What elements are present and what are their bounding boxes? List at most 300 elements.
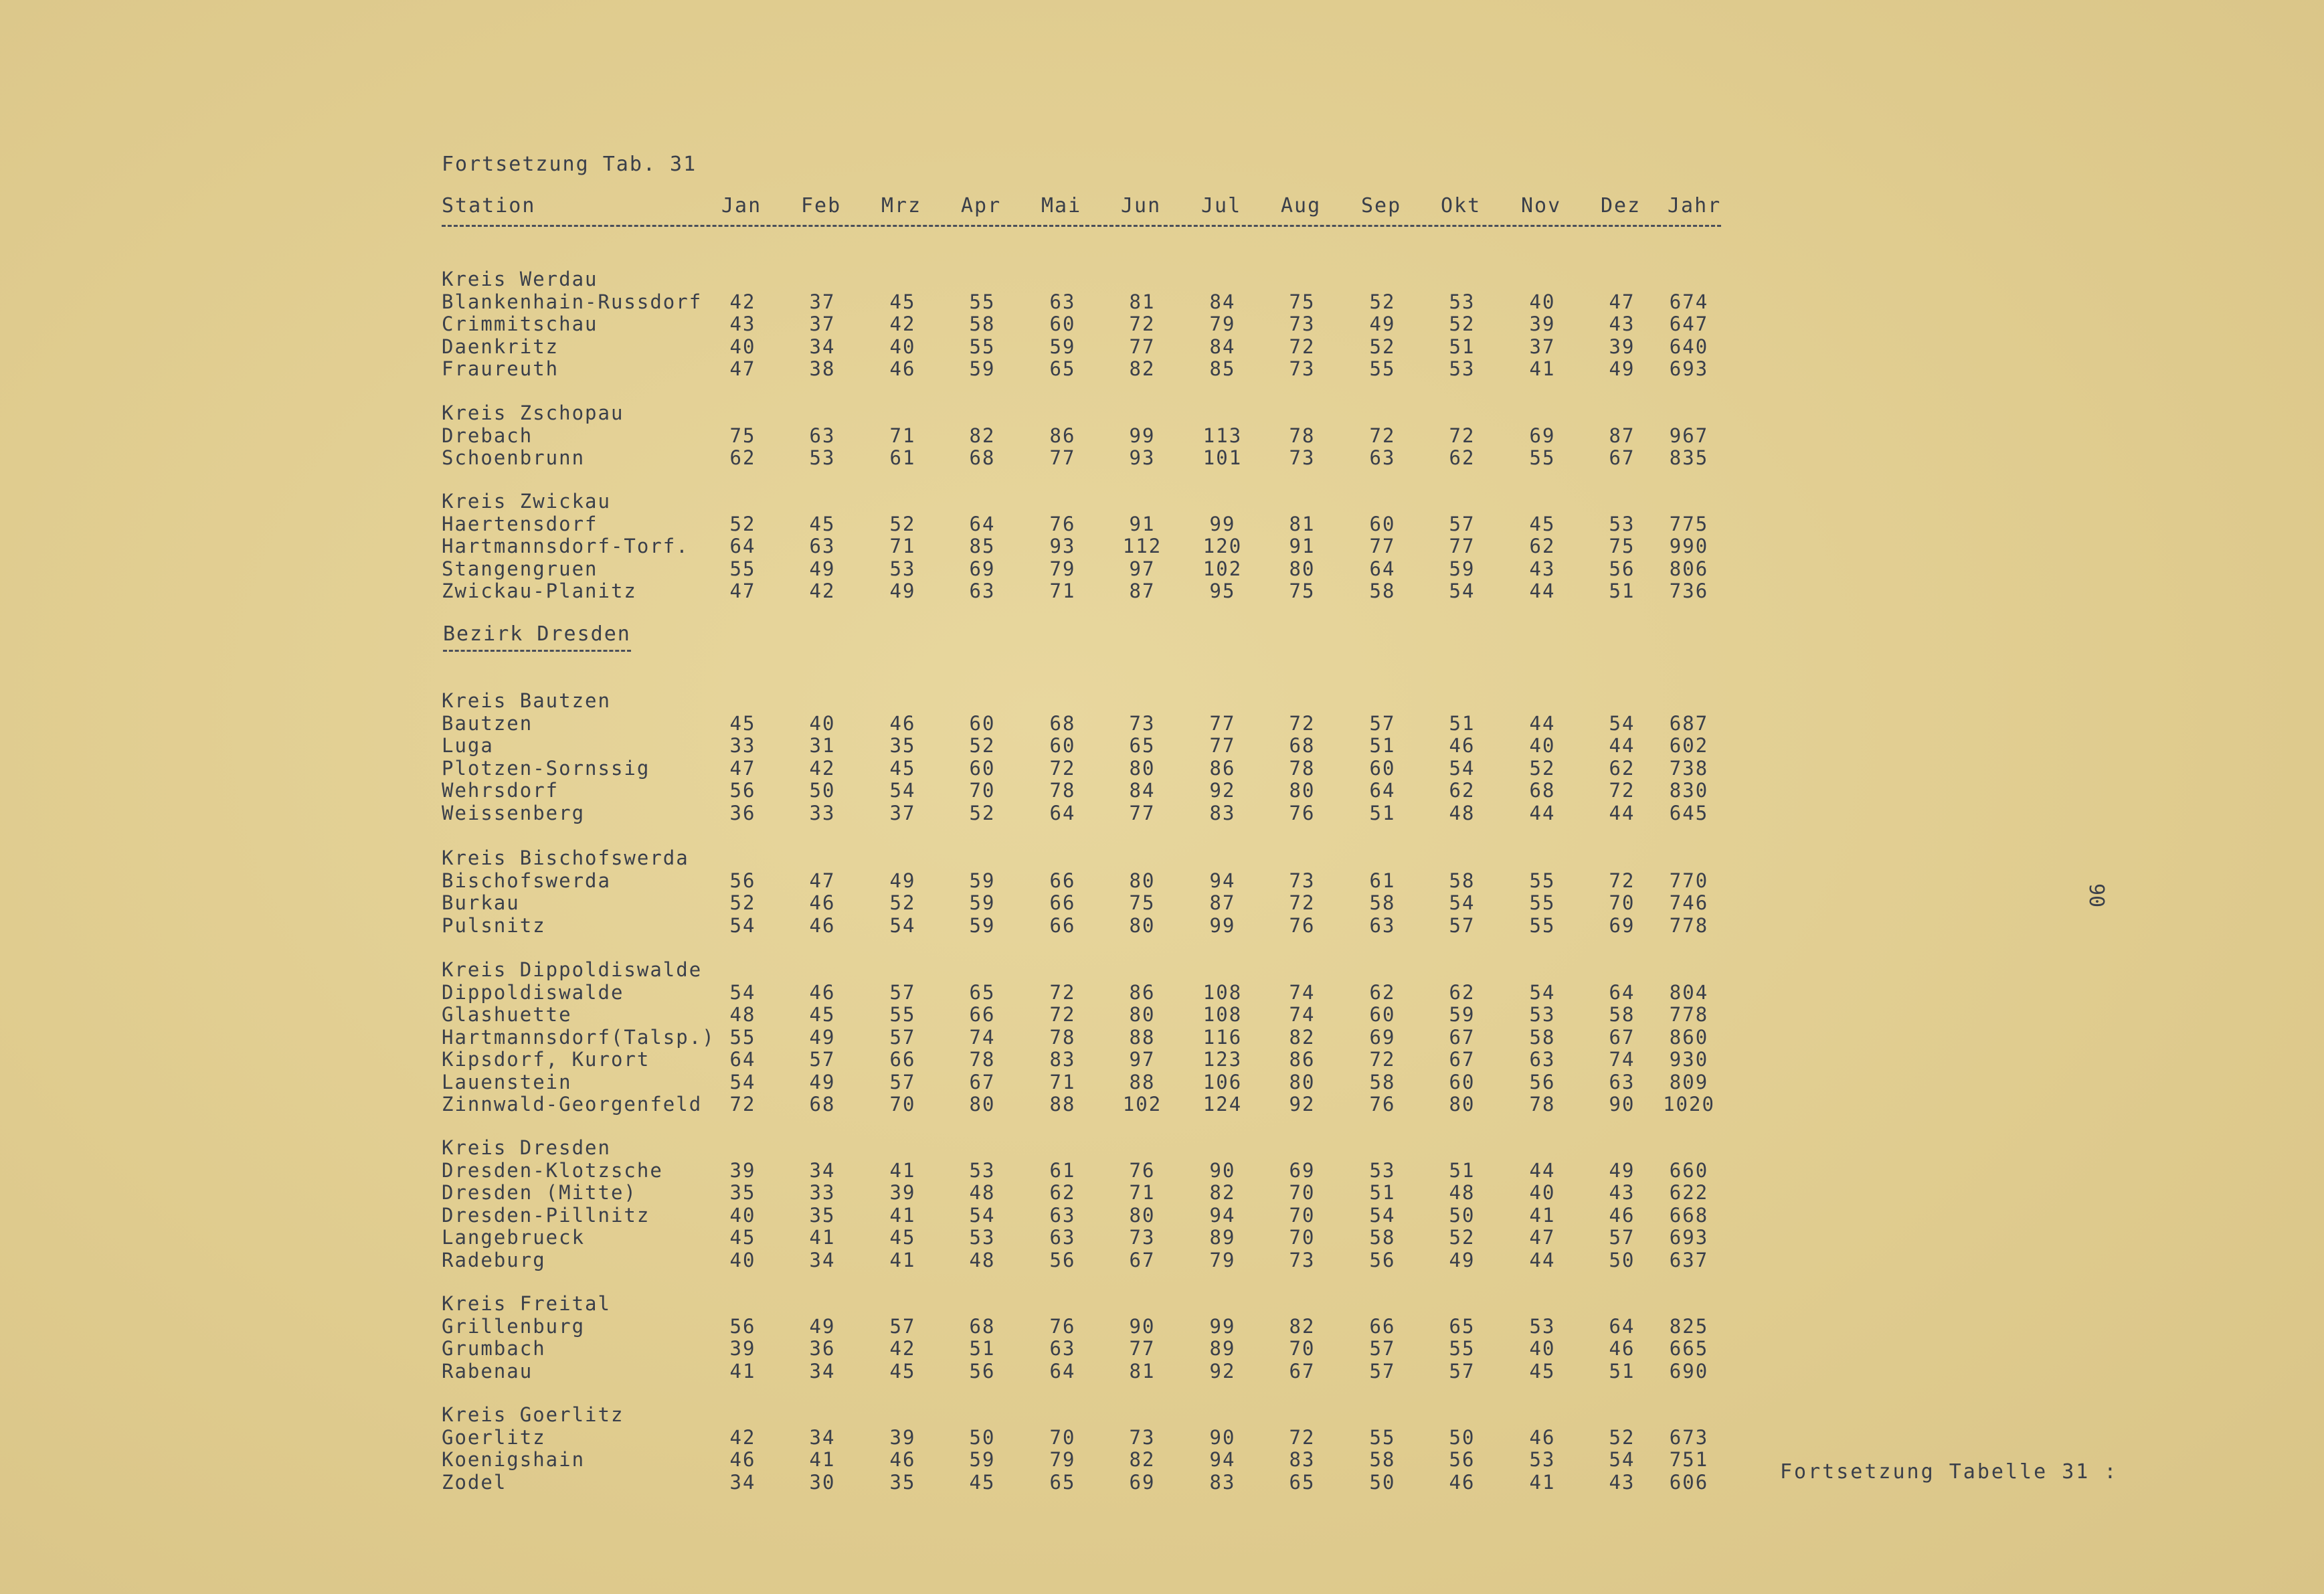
cell-jan: 45	[729, 1226, 756, 1249]
cell-jahr: 775	[1669, 512, 1709, 535]
cell-sep: 58	[1369, 891, 1396, 914]
cell-jahr: 1020	[1663, 1093, 1715, 1116]
cell-dez: 44	[1609, 801, 1635, 824]
cell-jahr: 751	[1669, 1448, 1709, 1471]
station-name: Langebrueck	[442, 1226, 586, 1249]
station-name: Hartmannsdorf-Torf.	[442, 535, 689, 557]
cell-apr: 45	[969, 1470, 996, 1494]
col-station: Station	[442, 194, 536, 217]
cell-mai: 76	[1049, 512, 1076, 535]
cell-apr: 68	[969, 1314, 996, 1338]
cell-feb: 50	[809, 779, 836, 802]
table-row	[442, 1003, 1747, 1025]
cell-apr: 53	[969, 1158, 996, 1182]
cell-aug: 70	[1289, 1337, 1316, 1360]
table-row	[442, 1226, 1747, 1248]
cell-jun: 65	[1129, 734, 1156, 757]
cell-okt: 59	[1449, 557, 1476, 580]
kreis-heading: Kreis Bischofswerda	[442, 847, 689, 869]
station-name: Plotzen-Sornssig	[442, 756, 650, 780]
cell-aug: 86	[1289, 1048, 1316, 1071]
table-row	[442, 1204, 1747, 1226]
cell-mrz: 41	[889, 1248, 916, 1271]
cell-jul: 89	[1209, 1337, 1236, 1360]
cell-feb: 49	[809, 557, 836, 580]
cell-jan: 42	[729, 1425, 756, 1449]
cell-jul: 113	[1202, 424, 1243, 447]
cell-jahr: 693	[1669, 357, 1709, 380]
cell-okt: 51	[1449, 711, 1476, 735]
col-mai: Mai	[1041, 194, 1082, 217]
cell-jul: 116	[1202, 1025, 1243, 1049]
cell-dez: 69	[1609, 913, 1635, 937]
cell-mai: 71	[1049, 1070, 1076, 1093]
cell-jun: 97	[1129, 1048, 1156, 1071]
cell-okt: 60	[1449, 1070, 1476, 1093]
station-name: Lauenstein	[442, 1070, 572, 1093]
cell-mrz: 71	[889, 535, 916, 557]
cell-okt: 57	[1449, 1359, 1476, 1383]
cell-apr: 60	[969, 756, 996, 780]
cell-jan: 48	[729, 1003, 756, 1026]
cell-jul: 84	[1209, 335, 1236, 358]
station-name: Koenigshain	[442, 1448, 586, 1471]
col-jahr: Jahr	[1668, 194, 1722, 217]
station-name: Dresden-Klotzsche	[442, 1158, 663, 1182]
cell-jan: 62	[729, 446, 756, 469]
cell-mai: 78	[1049, 779, 1076, 802]
cell-jul: 99	[1209, 1314, 1236, 1338]
cell-feb: 30	[809, 1470, 836, 1494]
kreis-heading: Kreis Werdau	[442, 268, 598, 290]
station-name: Blankenhain-Russdorf	[442, 290, 703, 313]
col-apr: Apr	[961, 194, 1002, 217]
cell-jahr: 736	[1669, 580, 1709, 602]
col-sep: Sep	[1361, 194, 1402, 217]
table-row	[442, 914, 1747, 936]
cell-mrz: 40	[889, 335, 916, 358]
cell-jan: 52	[729, 512, 756, 535]
cell-feb: 33	[809, 801, 836, 824]
cell-nov: 53	[1529, 1448, 1556, 1471]
cell-jahr: 778	[1669, 913, 1709, 937]
cell-feb: 63	[809, 535, 836, 557]
cell-feb: 34	[809, 1359, 836, 1383]
station-name: Schoenbrunn	[442, 446, 586, 469]
cell-jul: 90	[1209, 1158, 1236, 1182]
cell-jun: 81	[1129, 290, 1156, 313]
cell-feb: 37	[809, 290, 836, 313]
cell-mai: 76	[1049, 1314, 1076, 1338]
col-okt: Okt	[1441, 194, 1482, 217]
cell-nov: 47	[1529, 1226, 1556, 1249]
cell-mrz: 57	[889, 1025, 916, 1049]
kreis-heading: Kreis Dippoldiswalde	[442, 958, 703, 981]
cell-nov: 40	[1529, 1337, 1556, 1360]
cell-aug: 75	[1289, 290, 1316, 313]
cell-mrz: 54	[889, 913, 916, 937]
table-row	[442, 357, 1747, 379]
cell-nov: 40	[1529, 1181, 1556, 1204]
cell-okt: 49	[1449, 1248, 1476, 1271]
cell-jan: 36	[729, 801, 756, 824]
cell-mai: 60	[1049, 313, 1076, 335]
cell-jahr: 860	[1669, 1025, 1709, 1049]
cell-jan: 56	[729, 779, 756, 802]
station-name: Weissenberg	[442, 801, 586, 824]
table-row	[442, 446, 1747, 468]
table-row	[442, 1448, 1747, 1470]
cell-sep: 55	[1369, 357, 1396, 380]
table-row	[442, 1337, 1747, 1359]
cell-jahr: 668	[1669, 1203, 1709, 1227]
cell-apr: 48	[969, 1248, 996, 1271]
table-caption: Fortsetzung Tab. 31	[442, 153, 697, 176]
cell-okt: 51	[1449, 1158, 1476, 1182]
cell-jan: 64	[729, 535, 756, 557]
cell-mai: 86	[1049, 424, 1076, 447]
cell-nov: 43	[1529, 557, 1556, 580]
cell-apr: 50	[969, 1425, 996, 1449]
cell-okt: 62	[1449, 446, 1476, 469]
cell-feb: 40	[809, 711, 836, 735]
cell-jun: 82	[1129, 357, 1156, 380]
cell-nov: 62	[1529, 535, 1556, 557]
cell-mai: 64	[1049, 1359, 1076, 1383]
cell-mai: 71	[1049, 580, 1076, 602]
cell-jahr: 930	[1669, 1048, 1709, 1071]
cell-mrz: 39	[889, 1181, 916, 1204]
cell-dez: 49	[1609, 1158, 1635, 1182]
cell-apr: 59	[969, 357, 996, 380]
cell-jun: 87	[1129, 580, 1156, 602]
cell-okt: 46	[1449, 1470, 1476, 1494]
cell-nov: 69	[1529, 424, 1556, 447]
table-row	[442, 1360, 1747, 1382]
cell-feb: 45	[809, 1003, 836, 1026]
cell-sep: 54	[1369, 1203, 1396, 1227]
cell-okt: 77	[1449, 535, 1476, 557]
cell-sep: 60	[1369, 1003, 1396, 1026]
cell-mrz: 55	[889, 1003, 916, 1026]
table-row	[442, 1426, 1747, 1448]
cell-mai: 78	[1049, 1025, 1076, 1049]
cell-feb: 46	[809, 891, 836, 914]
cell-mrz: 42	[889, 1337, 916, 1360]
col-nov: Nov	[1521, 194, 1562, 217]
cell-jul: 99	[1209, 913, 1236, 937]
kreis-heading: Kreis Goerlitz	[442, 1403, 624, 1426]
station-name: Bischofswerda	[442, 869, 611, 892]
cell-nov: 44	[1529, 580, 1556, 602]
cell-okt: 51	[1449, 335, 1476, 358]
cell-okt: 48	[1449, 1181, 1476, 1204]
cell-nov: 40	[1529, 734, 1556, 757]
cell-aug: 91	[1289, 535, 1316, 557]
cell-aug: 70	[1289, 1203, 1316, 1227]
cell-nov: 58	[1529, 1025, 1556, 1049]
station-name: Dresden-Pillnitz	[442, 1203, 650, 1227]
cell-nov: 54	[1529, 980, 1556, 1004]
cell-sep: 63	[1369, 446, 1396, 469]
cell-sep: 57	[1369, 1359, 1396, 1383]
cell-mai: 70	[1049, 1425, 1076, 1449]
cell-sep: 55	[1369, 1425, 1396, 1449]
cell-feb: 45	[809, 512, 836, 535]
cell-jun: 80	[1129, 756, 1156, 780]
cell-aug: 92	[1289, 1093, 1316, 1116]
cell-jul: 86	[1209, 756, 1236, 780]
cell-apr: 64	[969, 512, 996, 535]
cell-jul: 99	[1209, 512, 1236, 535]
cell-dez: 50	[1609, 1248, 1635, 1271]
cell-okt: 59	[1449, 1003, 1476, 1026]
table-row	[442, 313, 1747, 335]
cell-aug: 80	[1289, 779, 1316, 802]
cell-sep: 62	[1369, 980, 1396, 1004]
cell-aug: 73	[1289, 446, 1316, 469]
cell-mrz: 45	[889, 1226, 916, 1249]
col-aug: Aug	[1281, 194, 1322, 217]
cell-dez: 57	[1609, 1226, 1635, 1249]
cell-jahr: 835	[1669, 446, 1709, 469]
cell-nov: 44	[1529, 801, 1556, 824]
cell-aug: 74	[1289, 1003, 1316, 1026]
table-row	[442, 712, 1747, 734]
cell-mai: 77	[1049, 446, 1076, 469]
cell-dez: 67	[1609, 1025, 1635, 1049]
cell-okt: 52	[1449, 313, 1476, 335]
cell-jan: 64	[729, 1048, 756, 1071]
cell-apr: 63	[969, 580, 996, 602]
cell-sep: 72	[1369, 424, 1396, 447]
cell-aug: 72	[1289, 711, 1316, 735]
cell-mai: 56	[1049, 1248, 1076, 1271]
table-row	[442, 1181, 1747, 1203]
cell-jun: 91	[1129, 512, 1156, 535]
cell-mrz: 45	[889, 756, 916, 780]
cell-jan: 54	[729, 913, 756, 937]
cell-mrz: 45	[889, 290, 916, 313]
cell-jahr: 738	[1669, 756, 1709, 780]
cell-mai: 63	[1049, 1203, 1076, 1227]
cell-jahr: 967	[1669, 424, 1709, 447]
cell-apr: 59	[969, 891, 996, 914]
cell-apr: 58	[969, 313, 996, 335]
cell-dez: 53	[1609, 512, 1635, 535]
table-row	[442, 891, 1747, 913]
cell-aug: 69	[1289, 1158, 1316, 1182]
cell-jahr: 673	[1669, 1425, 1709, 1449]
station-name: Pulsnitz	[442, 913, 546, 937]
cell-jun: 77	[1129, 1337, 1156, 1360]
table-row	[442, 1471, 1747, 1493]
cell-sep: 64	[1369, 557, 1396, 580]
cell-jahr: 606	[1669, 1470, 1709, 1494]
cell-dez: 54	[1609, 711, 1635, 735]
cell-jul: 95	[1209, 580, 1236, 602]
cell-nov: 68	[1529, 779, 1556, 802]
cell-sep: 56	[1369, 1248, 1396, 1271]
cell-dez: 44	[1609, 734, 1635, 757]
cell-dez: 52	[1609, 1425, 1635, 1449]
cell-jan: 47	[729, 756, 756, 780]
cell-mrz: 46	[889, 1448, 916, 1471]
cell-jan: 47	[729, 357, 756, 380]
cell-jahr: 647	[1669, 313, 1709, 335]
cell-feb: 42	[809, 580, 836, 602]
cell-jun: 97	[1129, 557, 1156, 580]
cell-dez: 72	[1609, 779, 1635, 802]
station-name: Hartmannsdorf(Talsp.)	[442, 1025, 715, 1049]
cell-mrz: 57	[889, 980, 916, 1004]
cell-feb: 31	[809, 734, 836, 757]
table-row	[442, 513, 1747, 535]
station-name: Stangengruen	[442, 557, 598, 580]
cell-nov: 53	[1529, 1314, 1556, 1338]
cell-okt: 67	[1449, 1048, 1476, 1071]
cell-aug: 70	[1289, 1226, 1316, 1249]
cell-dez: 43	[1609, 1181, 1635, 1204]
cell-mai: 79	[1049, 1448, 1076, 1471]
cell-sep: 60	[1369, 756, 1396, 780]
cell-jahr: 825	[1669, 1314, 1709, 1338]
cell-dez: 39	[1609, 335, 1635, 358]
cell-dez: 51	[1609, 1359, 1635, 1383]
table-row	[442, 802, 1747, 824]
cell-dez: 62	[1609, 756, 1635, 780]
cell-jan: 40	[729, 335, 756, 358]
cell-nov: 55	[1529, 446, 1556, 469]
cell-apr: 70	[969, 779, 996, 802]
cell-jan: 47	[729, 580, 756, 602]
cell-feb: 34	[809, 1248, 836, 1271]
cell-okt: 54	[1449, 580, 1476, 602]
cell-mai: 62	[1049, 1181, 1076, 1204]
cell-sep: 51	[1369, 801, 1396, 824]
cell-jan: 41	[729, 1359, 756, 1383]
cell-jun: 99	[1129, 424, 1156, 447]
cell-jun: 88	[1129, 1070, 1156, 1093]
cell-jul: 77	[1209, 734, 1236, 757]
cell-jan: 55	[729, 557, 756, 580]
table-row	[442, 1026, 1747, 1048]
cell-jan: 56	[729, 1314, 756, 1338]
cell-jan: 34	[729, 1470, 756, 1494]
cell-jun: 84	[1129, 779, 1156, 802]
cell-jan: 40	[729, 1248, 756, 1271]
cell-jahr: 693	[1669, 1226, 1709, 1249]
cell-jan: 39	[729, 1337, 756, 1360]
cell-sep: 58	[1369, 1226, 1396, 1249]
station-name: Zwickau-Planitz	[442, 580, 637, 602]
cell-feb: 53	[809, 446, 836, 469]
cell-apr: 52	[969, 801, 996, 824]
cell-jahr: 804	[1669, 980, 1709, 1004]
cell-jul: 90	[1209, 1425, 1236, 1449]
cell-jul: 94	[1209, 1203, 1236, 1227]
cell-jun: 86	[1129, 980, 1156, 1004]
cell-nov: 41	[1529, 1203, 1556, 1227]
cell-okt: 53	[1449, 357, 1476, 380]
cell-mrz: 46	[889, 711, 916, 735]
cell-feb: 63	[809, 424, 836, 447]
cell-mai: 65	[1049, 1470, 1076, 1494]
cell-feb: 41	[809, 1226, 836, 1249]
cell-dez: 67	[1609, 446, 1635, 469]
cell-dez: 74	[1609, 1048, 1635, 1071]
col-jun: Jun	[1121, 194, 1162, 217]
cell-okt: 57	[1449, 512, 1476, 535]
cell-dez: 49	[1609, 357, 1635, 380]
cell-nov: 45	[1529, 1359, 1556, 1383]
table-row	[442, 779, 1747, 801]
cell-dez: 90	[1609, 1093, 1635, 1116]
cell-dez: 64	[1609, 980, 1635, 1004]
cell-aug: 82	[1289, 1025, 1316, 1049]
cell-jul: 108	[1202, 1003, 1243, 1026]
cell-nov: 55	[1529, 869, 1556, 892]
cell-jahr: 690	[1669, 1359, 1709, 1383]
cell-jul: 83	[1209, 1470, 1236, 1494]
cell-jan: 46	[729, 1448, 756, 1471]
footer-note: Fortsetzung Tabelle 31 :	[1780, 1460, 2119, 1484]
cell-jul: 101	[1202, 446, 1243, 469]
cell-sep: 57	[1369, 1337, 1396, 1360]
cell-jahr: 746	[1669, 891, 1709, 914]
cell-aug: 78	[1289, 424, 1316, 447]
cell-okt: 53	[1449, 290, 1476, 313]
table-row	[442, 1048, 1747, 1070]
cell-jahr: 665	[1669, 1337, 1709, 1360]
cell-nov: 55	[1529, 913, 1556, 937]
cell-nov: 63	[1529, 1048, 1556, 1071]
cell-okt: 46	[1449, 734, 1476, 757]
cell-sep: 57	[1369, 711, 1396, 735]
cell-jun: 80	[1129, 869, 1156, 892]
cell-jul: 108	[1202, 980, 1243, 1004]
cell-jul: 84	[1209, 290, 1236, 313]
cell-sep: 51	[1369, 1181, 1396, 1204]
cell-aug: 73	[1289, 1248, 1316, 1271]
cell-apr: 69	[969, 557, 996, 580]
cell-mrz: 39	[889, 1425, 916, 1449]
cell-sep: 53	[1369, 1158, 1396, 1182]
cell-jan: 54	[729, 1070, 756, 1093]
cell-nov: 41	[1529, 1470, 1556, 1494]
cell-jahr: 674	[1669, 290, 1709, 313]
cell-jan: 56	[729, 869, 756, 892]
cell-apr: 85	[969, 535, 996, 557]
cell-jahr: 778	[1669, 1003, 1709, 1026]
col-feb: Feb	[801, 194, 842, 217]
cell-sep: 60	[1369, 512, 1396, 535]
cell-jul: 92	[1209, 779, 1236, 802]
cell-jun: 77	[1129, 335, 1156, 358]
cell-dez: 72	[1609, 869, 1635, 892]
cell-jun: 76	[1129, 1158, 1156, 1182]
station-name: Daenkritz	[442, 335, 559, 358]
table-row	[442, 424, 1747, 446]
cell-mai: 65	[1049, 357, 1076, 380]
cell-feb: 49	[809, 1314, 836, 1338]
cell-feb: 47	[809, 869, 836, 892]
cell-okt: 48	[1449, 801, 1476, 824]
cell-jul: 77	[1209, 711, 1236, 735]
cell-mrz: 61	[889, 446, 916, 469]
cell-apr: 53	[969, 1226, 996, 1249]
cell-dez: 51	[1609, 580, 1635, 602]
